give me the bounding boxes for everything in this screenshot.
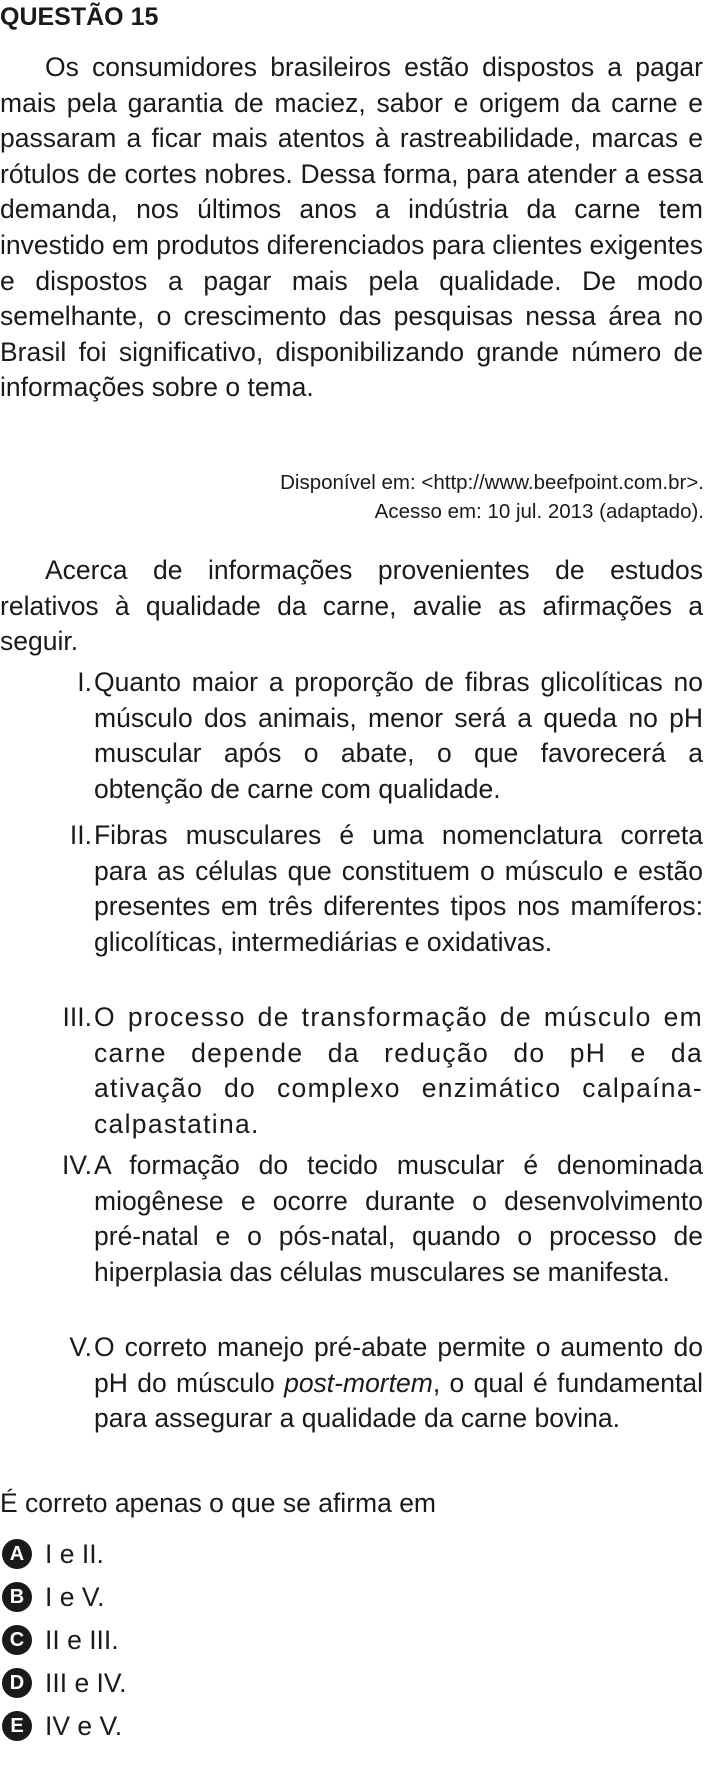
- option-text: IV e V.: [45, 1711, 123, 1741]
- option-b[interactable]: [0, 1580, 104, 1614]
- source-line-2: Acesso em: 10 jul. 2013 (adaptado).: [374, 500, 704, 523]
- source-citation: [280, 468, 704, 526]
- statement-number: IV.: [62, 1150, 92, 1180]
- statement-text: Fibras musculares é uma nomenclatura correta para as células que constituem o músculo e estão presentes em três diferentes tipos nos mamíferos: glicolíticas, intermediárias e oxidativas.: [94, 820, 703, 957]
- option-text: I e II.: [45, 1539, 104, 1569]
- statement-text: Quanto maior a proporção de fibras glicolíticas no músculo dos animais, menor será a queda no pH muscular após o abate, o que favorecerá a obtenção de carne com qualidade.: [94, 667, 703, 804]
- option-text: II e III.: [45, 1625, 119, 1655]
- statement-text: O processo de transformação de músculo em carne depende da redução do pH e da ativação do complexo enzimático calpaína-calpastatina.: [94, 1002, 703, 1139]
- instruction-paragraph: Acerca de informações provenientes de estudos relativos à qualidade da carne, avalie as afirmações a seguir.: [0, 555, 703, 657]
- statement-text-part: , o qual é fundamental para assegurar a qualidade da carne bovina.: [94, 1367, 703, 1434]
- option-letter-badge: A: [2, 1539, 32, 1569]
- statement-number: V.: [69, 1332, 92, 1362]
- question-title: QUESTÃO 15: [0, 3, 159, 31]
- statement-italic-term: post-mortem: [284, 1367, 433, 1398]
- intro-paragraph: Os consumidores brasileiros estão dispostos a pagar mais pela garantia de maciez, sabor e origem da carne e passaram a ficar mais atentos à rastreabilidade, marcas e rótulos de cortes nobres. Dessa forma, para atender a essa demanda, nos últimos anos a indústria da carne tem investido em produtos diferenciados para clientes exigentes e dispostos a pagar mais pela qualidade. De modo semelhante, o crescimento das pesquisas nessa área no Brasil foi significativo, disponibilizando grande número de informações sobre o tema.: [0, 52, 703, 403]
- option-letter-badge: D: [2, 1668, 32, 1698]
- statement-text-part: O correto manejo pré-abate permite o aumento do pH do músculo: [94, 1332, 703, 1398]
- option-text: III e IV.: [45, 1668, 127, 1698]
- option-letter-badge: E: [2, 1711, 32, 1741]
- option-letter-badge: C: [2, 1625, 32, 1655]
- statement-number: II.: [69, 820, 92, 850]
- option-a[interactable]: [0, 1537, 104, 1571]
- option-d[interactable]: [0, 1666, 127, 1700]
- option-letter-badge: B: [2, 1582, 32, 1612]
- statement-number: III.: [62, 1002, 92, 1032]
- statement-number: I.: [77, 667, 92, 697]
- statement-text: A formação do tecido muscular é denominada miogênese e ocorre durante o desenvolvimento pré-natal e o pós-natal, quando o processo de hiperplasia das células musculares se manifesta.: [94, 1150, 703, 1287]
- option-text: I e V.: [45, 1582, 105, 1612]
- statement-text: [94, 1330, 703, 1437]
- answer-prompt: É correto apenas o que se afirma em: [0, 1488, 437, 1518]
- option-e[interactable]: [0, 1709, 122, 1743]
- source-line-1: Disponível em: <http://www.beefpoint.com.br>.: [280, 471, 704, 494]
- option-c[interactable]: [0, 1623, 119, 1657]
